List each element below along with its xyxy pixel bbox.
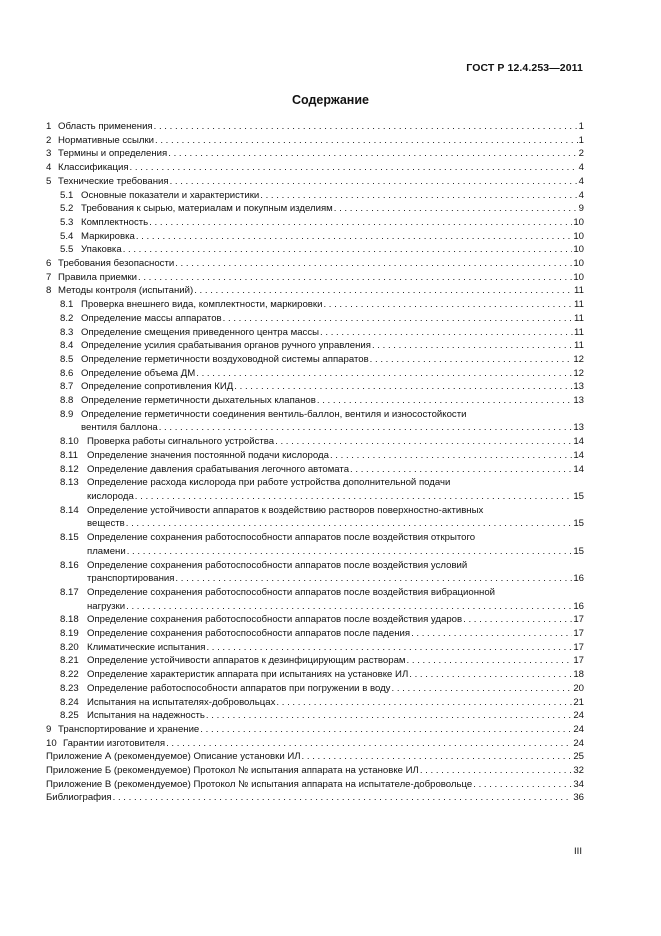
toc-entry-label: Упаковка bbox=[81, 244, 122, 256]
toc-entry-page: 9 bbox=[578, 203, 584, 215]
dot-leader bbox=[200, 723, 572, 737]
toc-entry[interactable] bbox=[46, 463, 584, 477]
toc-entry[interactable] bbox=[46, 339, 584, 353]
toc-entry-label: пламени bbox=[87, 545, 126, 557]
toc-entry-number: 1 bbox=[46, 121, 52, 132]
dot-leader bbox=[206, 641, 572, 655]
toc-entry-number: 8.9 bbox=[60, 408, 74, 420]
toc-entry[interactable] bbox=[46, 353, 584, 367]
dot-leader bbox=[155, 134, 578, 148]
toc-entry-number: 5.4 bbox=[60, 230, 74, 242]
dot-leader bbox=[194, 284, 573, 298]
dot-leader bbox=[370, 353, 573, 367]
toc-entry-number: 8.25 bbox=[60, 710, 79, 722]
toc-entry-page: 4 bbox=[578, 162, 584, 174]
dot-leader bbox=[113, 791, 573, 805]
toc-entry-label: Гарантии изготовителя bbox=[63, 737, 166, 749]
toc-entry-number: 8.5 bbox=[60, 353, 74, 365]
dot-leader bbox=[260, 189, 577, 203]
toc-entry[interactable] bbox=[46, 284, 584, 298]
toc-entry-number: 8.17 bbox=[60, 586, 79, 598]
toc-entry-page: 15 bbox=[573, 545, 584, 557]
toc-entry-number: 9 bbox=[46, 723, 52, 735]
dot-leader bbox=[391, 682, 572, 696]
toc-entry-page: 11 bbox=[574, 326, 584, 338]
toc-entry-page: 14 bbox=[573, 463, 584, 475]
toc-entry-label: Нормативные ссылки bbox=[58, 134, 155, 146]
toc-entry-number: 5 bbox=[46, 175, 52, 187]
toc-entry-page: 36 bbox=[573, 792, 584, 804]
dot-leader bbox=[138, 271, 572, 285]
toc-entry-label: транспортирования bbox=[87, 573, 175, 585]
toc-entry-number: 8.13 bbox=[60, 477, 79, 489]
toc-entry-number: 8.7 bbox=[60, 381, 74, 393]
toc-entry-number: 8.20 bbox=[60, 641, 79, 653]
toc-entry-number: 3 bbox=[46, 148, 52, 160]
toc-entry-number: 8.16 bbox=[60, 559, 79, 571]
toc-entry[interactable] bbox=[46, 394, 584, 408]
toc-entry-number: 8 bbox=[46, 285, 52, 297]
dot-leader bbox=[320, 326, 573, 340]
toc-entry-label: Определение сохранения работоспособности аппаратов после падения bbox=[87, 628, 411, 640]
toc-entry-page: 15 bbox=[573, 518, 584, 530]
toc-entry[interactable] bbox=[46, 449, 584, 463]
dot-leader bbox=[409, 668, 572, 682]
toc-entry-page: 12 bbox=[573, 353, 584, 365]
toc-entry[interactable] bbox=[46, 257, 584, 271]
toc-entry[interactable] bbox=[46, 243, 584, 257]
toc-entry[interactable] bbox=[46, 298, 584, 312]
toc-entry-label: Определение герметичности воздуховодной системы аппаратов bbox=[81, 353, 369, 365]
toc-entry-label: Определение герметичности соединения вентиль-баллон, вентиля и износостойкости bbox=[81, 408, 467, 420]
toc-entry-label: Технические требования bbox=[58, 175, 169, 187]
standard-designation: ГОСТ Р 12.4.253—2011 bbox=[466, 62, 583, 74]
toc-entry[interactable] bbox=[46, 435, 584, 449]
toc-entry-number: 5.3 bbox=[60, 216, 74, 228]
toc-entry-number: 8.11 bbox=[60, 449, 78, 461]
toc-entry-page: 24 bbox=[573, 710, 584, 722]
toc-entry-label: Приложение В (рекомендуемое) Протокол № испытания аппарата на испытателе-добровольце bbox=[46, 778, 473, 790]
toc-entry-number: 8.8 bbox=[60, 395, 74, 407]
toc-entry-number: 7 bbox=[46, 271, 52, 283]
toc-entry-page: 10 bbox=[573, 230, 584, 242]
toc-entry-page: 13 bbox=[573, 395, 584, 407]
toc-entry-label: Определение устойчивости аппаратов к воздействию растворов поверхностно-активных bbox=[87, 504, 484, 516]
toc-entry-page: 34 bbox=[573, 778, 584, 790]
toc-entry-label: Определение смещения приведенного центра массы bbox=[81, 326, 320, 338]
toc-entry-label: Определение сохранения работоспособности аппаратов после воздействия вибрационной bbox=[87, 586, 496, 598]
toc-entry[interactable] bbox=[46, 476, 584, 503]
toc-entry[interactable] bbox=[46, 202, 584, 216]
toc-entry-page: 20 bbox=[573, 682, 584, 694]
toc-entry-number: 8.15 bbox=[60, 532, 79, 544]
toc-entry-page: 11 bbox=[574, 299, 584, 311]
dot-leader bbox=[175, 572, 572, 586]
toc-entry[interactable] bbox=[46, 750, 584, 764]
toc-entry-label: Определение значения постоянной подачи кислорода bbox=[87, 449, 329, 461]
toc-entry[interactable] bbox=[46, 230, 584, 244]
toc-entry-page: 2 bbox=[578, 148, 584, 160]
toc-entry-label: Область применения bbox=[58, 121, 153, 132]
toc-entry-page: 10 bbox=[573, 216, 584, 228]
toc-entry-label: Определение работоспособности аппаратов при погружении в воду bbox=[87, 682, 391, 694]
toc-entry[interactable] bbox=[46, 189, 584, 203]
toc-entry[interactable] bbox=[46, 723, 584, 737]
toc-entry-page: 11 bbox=[574, 285, 584, 297]
toc-entry-label: Библиография bbox=[46, 792, 112, 804]
toc-entry-label: Основные показатели и характеристики bbox=[81, 189, 260, 201]
dot-leader bbox=[234, 380, 572, 394]
toc-entry-page: 16 bbox=[573, 573, 584, 585]
toc-entry[interactable] bbox=[46, 613, 584, 627]
toc-entry-page: 11 bbox=[574, 312, 584, 324]
dot-leader bbox=[276, 696, 572, 710]
dot-leader bbox=[372, 339, 573, 353]
toc-entry-label: кислорода bbox=[87, 490, 134, 502]
toc-entry-number: 8.3 bbox=[60, 326, 74, 338]
dot-leader bbox=[166, 737, 572, 751]
toc-entry[interactable] bbox=[46, 778, 584, 792]
toc-entry[interactable] bbox=[46, 654, 584, 668]
toc-entry-label: Определение сохранения работоспособности аппаратов после воздействия ударов bbox=[87, 614, 463, 626]
toc-entry-label: Определение герметичности дыхательных клапанов bbox=[81, 395, 316, 407]
toc-entry-page: 17 bbox=[573, 655, 584, 667]
toc-entry[interactable] bbox=[46, 737, 584, 751]
toc-entry-number: 4 bbox=[46, 162, 52, 174]
dot-leader bbox=[330, 449, 572, 463]
toc-entry-label: Определение сопротивления КИД bbox=[81, 381, 234, 393]
dot-leader bbox=[407, 654, 573, 668]
toc-entry-page: 1 bbox=[578, 121, 584, 132]
dot-leader bbox=[126, 517, 573, 531]
toc-entry-number: 8.6 bbox=[60, 367, 74, 379]
toc-entry-number: 8.12 bbox=[60, 463, 79, 475]
toc-entry-page: 4 bbox=[578, 189, 584, 201]
toc-entry[interactable] bbox=[46, 380, 584, 394]
toc-entry[interactable] bbox=[46, 627, 584, 641]
toc-entry-number: 8.18 bbox=[60, 614, 79, 626]
toc-entry[interactable] bbox=[46, 147, 584, 161]
toc-entry-page: 10 bbox=[573, 258, 584, 270]
toc-entry-label: Определение устойчивости аппаратов к дезинфицирующим растворам bbox=[87, 655, 406, 667]
dot-leader bbox=[317, 394, 572, 408]
toc-entry-label: Классификация bbox=[58, 162, 129, 174]
toc-entry-page: 14 bbox=[573, 449, 584, 461]
toc-entry-label: Маркировка bbox=[81, 230, 135, 242]
toc-entry-label: Определение характеристик аппарата при испытаниях на установке ИЛ bbox=[87, 669, 409, 681]
toc-entry[interactable] bbox=[46, 559, 584, 586]
toc-entry-page: 24 bbox=[573, 723, 584, 735]
toc-entry-label: вентиля баллона bbox=[81, 422, 158, 434]
page-title: Содержание bbox=[291, 93, 369, 107]
toc-entry-number: 5.1 bbox=[60, 189, 74, 201]
toc-entry-page: 17 bbox=[573, 614, 584, 626]
toc-entry-label: Определение усилия срабатывания органов ручного управления bbox=[81, 340, 371, 352]
toc-entry[interactable] bbox=[46, 326, 584, 340]
dot-leader bbox=[463, 613, 572, 627]
dot-leader bbox=[168, 147, 577, 161]
toc-entry-number: 8.22 bbox=[60, 669, 79, 681]
page-number: III bbox=[574, 846, 582, 857]
toc-entry-page: 21 bbox=[573, 696, 584, 708]
toc-entry-label: Приложение Б (рекомендуемое) Протокол № испытания аппарата на установке ИЛ bbox=[46, 765, 419, 777]
toc-entry-label: Правила приемки bbox=[58, 271, 137, 283]
dot-leader bbox=[159, 421, 573, 435]
toc-entry[interactable] bbox=[46, 312, 584, 326]
toc-entry-number: 8.19 bbox=[60, 628, 79, 640]
toc-entry[interactable] bbox=[46, 367, 584, 381]
toc-entry-page: 18 bbox=[573, 669, 584, 681]
toc-entry-page: 24 bbox=[573, 737, 584, 749]
toc-entry[interactable] bbox=[46, 696, 584, 710]
toc-entry-page: 32 bbox=[573, 765, 584, 777]
toc-entry-label: Проверка работы сигнального устройства bbox=[87, 436, 275, 448]
toc-entry-number: 8.24 bbox=[60, 696, 79, 708]
toc-entry-label: Определение расхода кислорода при работе устройства дополнительной подачи bbox=[87, 477, 451, 489]
toc-entry[interactable] bbox=[46, 216, 584, 230]
toc-entry-label: Испытания на испытателях-добровольцах bbox=[87, 696, 276, 708]
toc-entry-page: 13 bbox=[573, 422, 584, 434]
toc-entry-number: 8.1 bbox=[60, 299, 74, 311]
toc-entry-page: 14 bbox=[573, 436, 584, 448]
toc-entry-page: 17 bbox=[573, 628, 584, 640]
dot-leader bbox=[170, 175, 578, 189]
dot-leader bbox=[411, 627, 572, 641]
toc-entry-page: 17 bbox=[573, 641, 584, 653]
toc-entry[interactable] bbox=[46, 408, 584, 435]
toc-entry-number: 5.5 bbox=[60, 244, 74, 256]
dot-leader bbox=[154, 120, 578, 134]
toc-entry[interactable] bbox=[46, 504, 584, 531]
toc-entry[interactable] bbox=[46, 586, 584, 613]
toc-entry[interactable] bbox=[46, 175, 584, 189]
toc-entry-page: 12 bbox=[573, 367, 584, 379]
toc-entry-page: 15 bbox=[573, 490, 584, 502]
table-of-contents bbox=[46, 120, 584, 805]
dot-leader bbox=[136, 230, 572, 244]
toc-entry-label: Определение давления срабатывания легочного автомата bbox=[87, 463, 350, 475]
toc-entry-label: Транспортирование и хранение bbox=[58, 723, 200, 735]
dot-leader bbox=[473, 778, 572, 792]
toc-entry-number: 8.14 bbox=[60, 504, 79, 516]
toc-entry-label: Определение сохранения работоспособности аппаратов после воздействия условий bbox=[87, 559, 468, 571]
toc-entry-page: 10 bbox=[573, 244, 584, 256]
toc-entry-label: Испытания на надежность bbox=[87, 710, 205, 722]
dot-leader bbox=[350, 463, 572, 477]
toc-entry[interactable] bbox=[46, 531, 584, 558]
toc-entry[interactable] bbox=[46, 134, 584, 148]
toc-entry[interactable] bbox=[46, 709, 584, 723]
dot-leader bbox=[175, 257, 572, 271]
toc-entry-label: нагрузки bbox=[87, 600, 126, 612]
dot-leader bbox=[135, 490, 573, 504]
toc-entry[interactable] bbox=[46, 791, 584, 805]
toc-entry-number: 8.23 bbox=[60, 682, 79, 694]
toc-entry[interactable] bbox=[46, 120, 584, 134]
dot-leader bbox=[127, 545, 573, 559]
toc-entry-number: 10 bbox=[46, 737, 57, 749]
toc-entry[interactable] bbox=[46, 682, 584, 696]
toc-entry-label: Проверка внешнего вида, комплектности, маркировки bbox=[81, 299, 323, 311]
toc-entry-number: 5.2 bbox=[60, 203, 74, 215]
toc-entry-label: Требования к сырью, материалам и покупным изделиям bbox=[81, 203, 333, 215]
toc-entry-number: 8.2 bbox=[60, 312, 74, 324]
toc-entry-page: 4 bbox=[578, 175, 584, 187]
toc-entry-label: Требования безопасности bbox=[58, 258, 175, 270]
toc-entry-label: Определение сохранения работоспособности аппаратов после воздействия открытого bbox=[87, 532, 476, 544]
toc-entry-number: 8.4 bbox=[60, 340, 74, 352]
toc-entry[interactable] bbox=[46, 271, 584, 285]
dot-leader bbox=[130, 161, 578, 175]
toc-entry-label: Климатические испытания bbox=[87, 641, 206, 653]
dot-leader bbox=[206, 709, 572, 723]
dot-leader bbox=[302, 750, 573, 764]
toc-entry-page: 25 bbox=[573, 751, 584, 763]
toc-entry-page: 10 bbox=[573, 271, 584, 283]
dot-leader bbox=[223, 312, 573, 326]
toc-entry[interactable] bbox=[46, 668, 584, 682]
toc-entry-label: Термины и определения bbox=[58, 148, 168, 160]
dot-leader bbox=[323, 298, 573, 312]
toc-entry[interactable] bbox=[46, 764, 584, 778]
toc-entry-label: Комплектность bbox=[81, 216, 149, 228]
dot-leader bbox=[275, 435, 572, 449]
dot-leader bbox=[420, 764, 572, 778]
toc-entry-label: Приложение А (рекомендуемое) Описание установки ИЛ bbox=[46, 751, 301, 763]
toc-entry-label: Методы контроля (испытаний) bbox=[58, 285, 194, 297]
toc-entry-number: 8.10 bbox=[60, 436, 79, 448]
toc-entry-number: 2 bbox=[46, 134, 52, 146]
toc-entry-page: 1 bbox=[578, 134, 584, 146]
toc-entry-page: 11 bbox=[574, 340, 584, 352]
toc-entry-page: 13 bbox=[573, 381, 584, 393]
toc-entry-label: веществ bbox=[87, 518, 125, 530]
dot-leader bbox=[126, 600, 572, 614]
toc-entry[interactable] bbox=[46, 641, 584, 655]
toc-entry-label: Определение массы аппаратов bbox=[81, 312, 222, 324]
dot-leader bbox=[334, 202, 578, 216]
dot-leader bbox=[123, 243, 573, 257]
toc-entry-number: 6 bbox=[46, 258, 52, 270]
toc-entry-label: Определение объема ДМ bbox=[81, 367, 196, 379]
toc-entry-number: 8.21 bbox=[60, 655, 79, 667]
dot-leader bbox=[149, 216, 572, 230]
dot-leader bbox=[196, 367, 572, 381]
toc-entry[interactable] bbox=[46, 161, 584, 175]
toc-entry-page: 16 bbox=[573, 600, 584, 612]
